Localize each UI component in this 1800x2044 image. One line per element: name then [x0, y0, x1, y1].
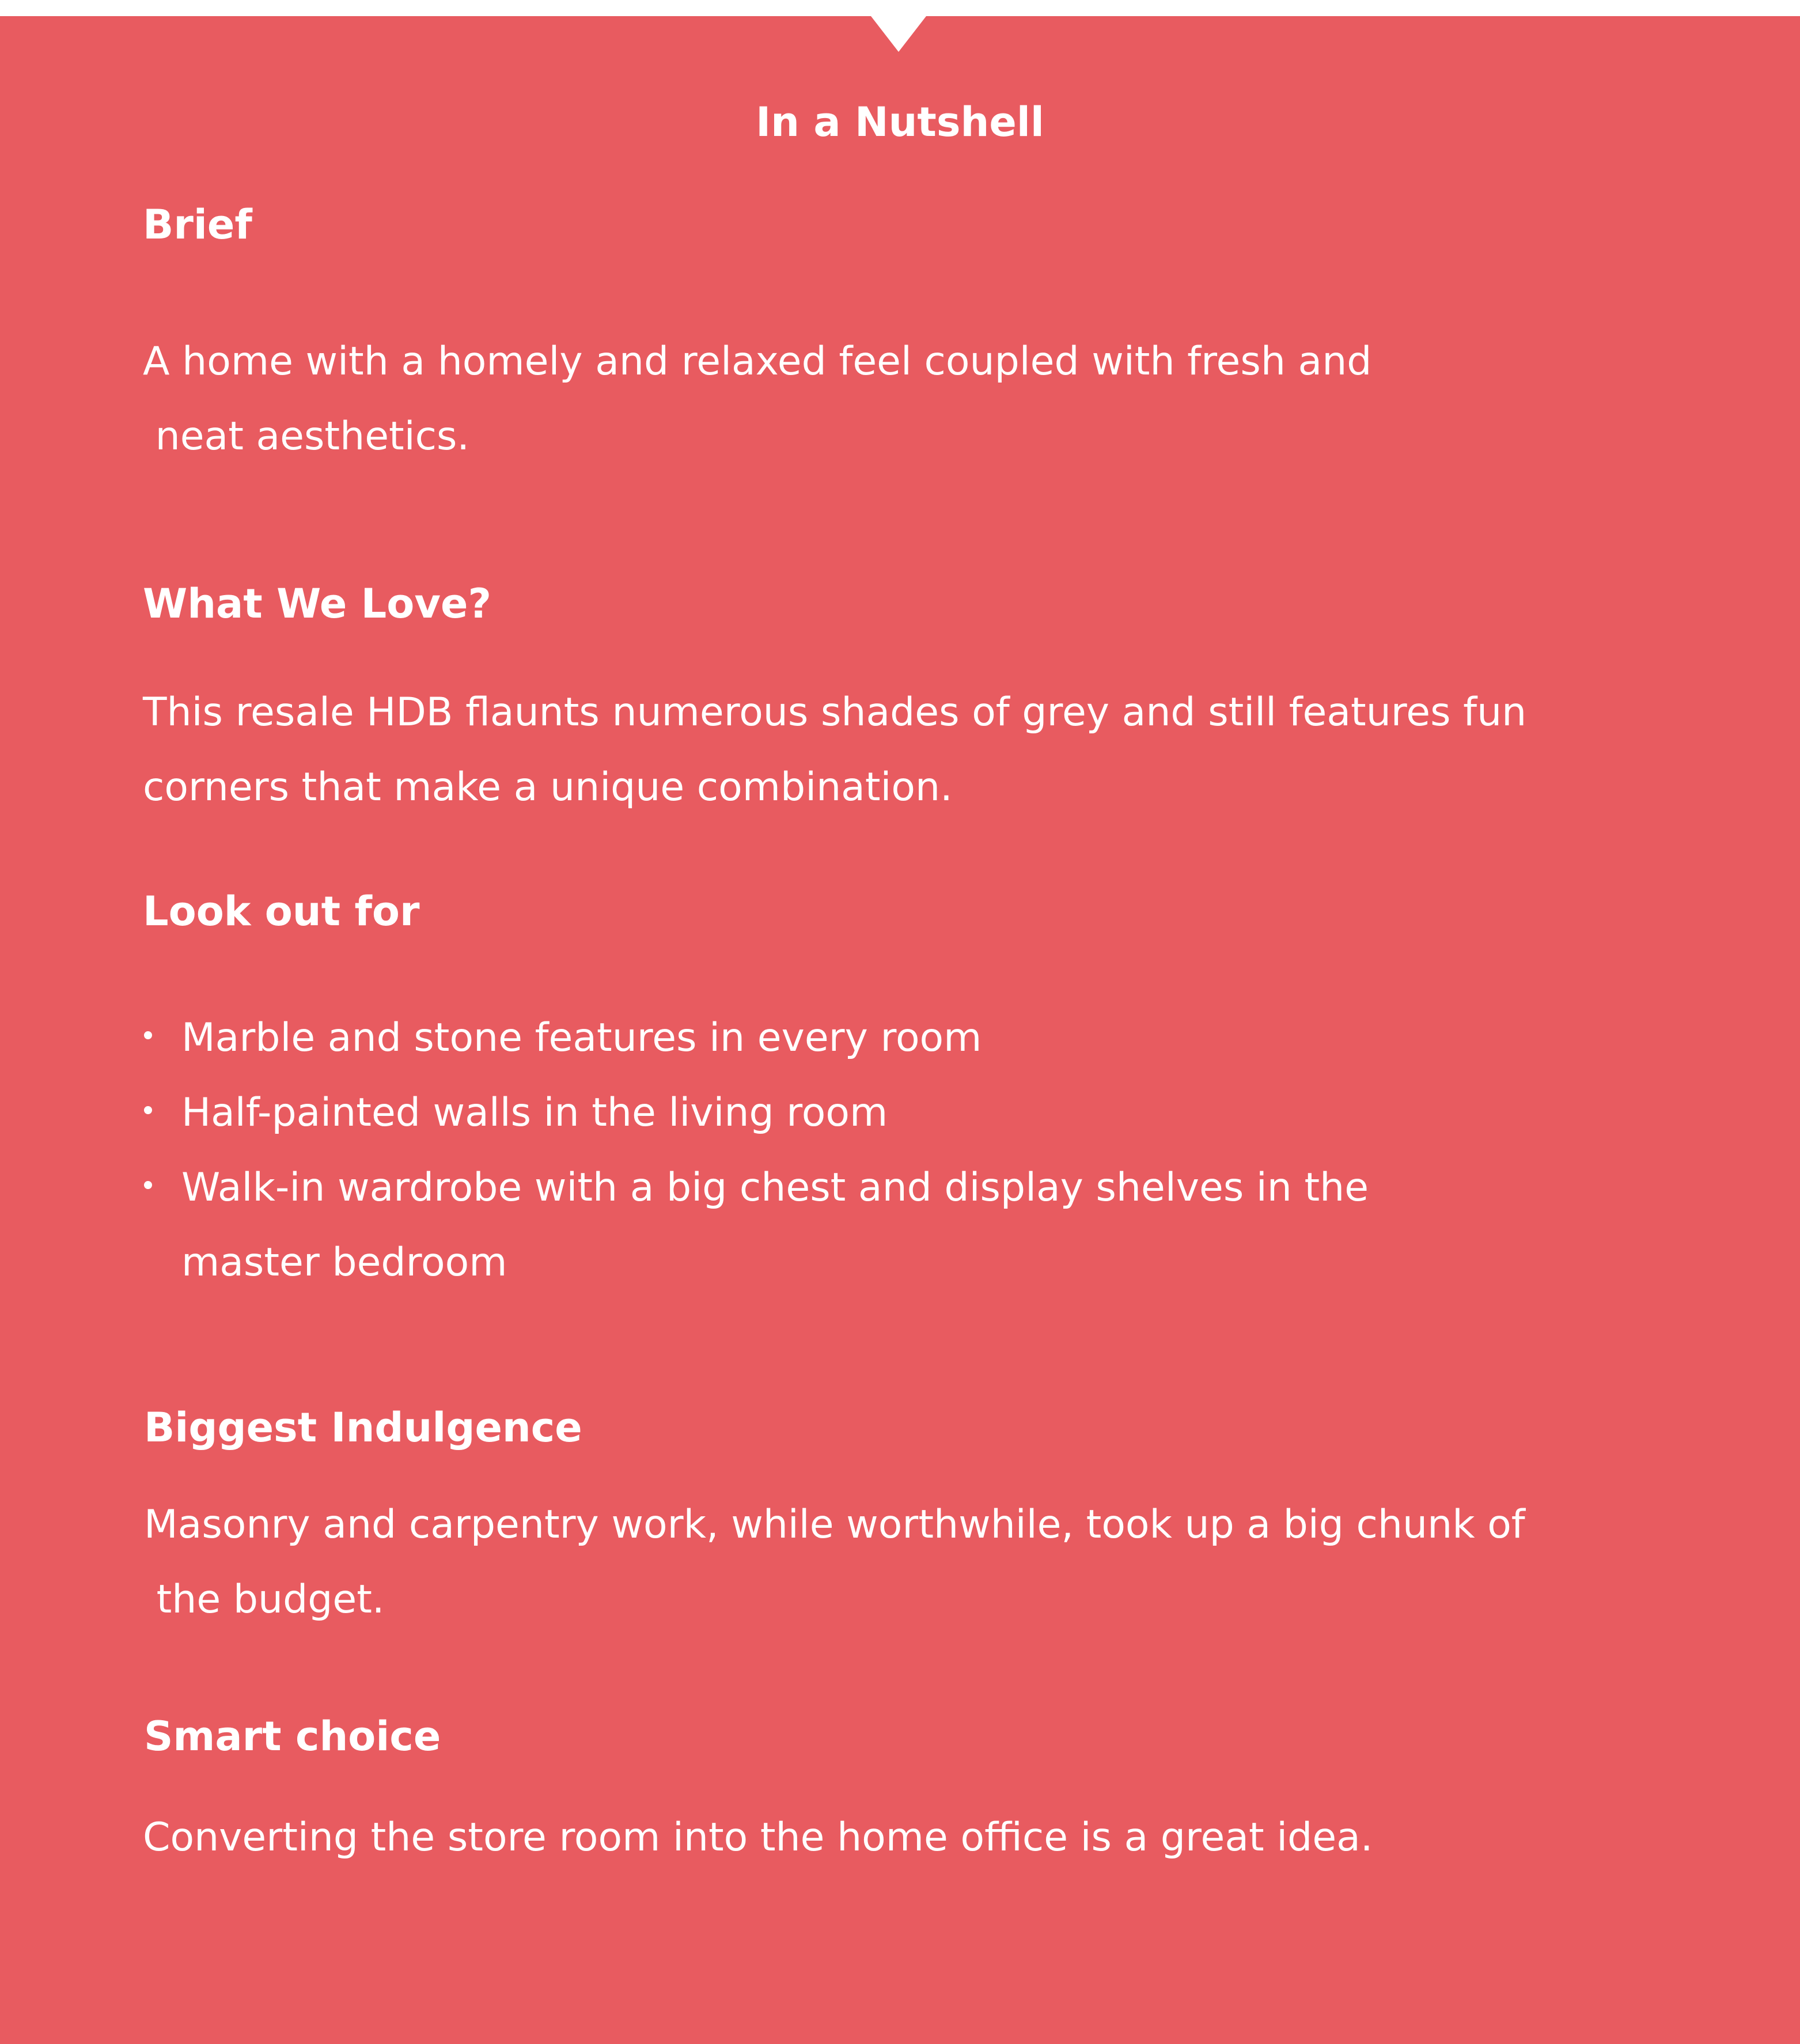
look-out-for-item-3-line-2: master bedroom — [181, 1240, 507, 1285]
look-out-for-item-2: Half-painted walls in the living room — [181, 1090, 888, 1135]
look-out-for-heading: Look out for — [143, 888, 420, 935]
panel-title: In a Nutshell — [756, 99, 1044, 146]
biggest-indulgence-text-line-1: Masonry and carpentry work, while worthwhile, took up a big chunk of — [144, 1502, 1525, 1547]
bullet-dot-icon — [144, 1106, 152, 1114]
brief-text-line-1: A home with a homely and relaxed feel coupled with fresh and — [143, 339, 1372, 384]
bullet-dot-icon — [144, 1031, 152, 1039]
bullet-dot-icon — [144, 1181, 152, 1189]
smart-choice-text: Converting the store room into the home office is a great idea. — [143, 1815, 1373, 1860]
panel-notch — [871, 16, 926, 52]
look-out-for-item-3-line-1: Walk-in wardrobe with a big chest and display shelves in the — [181, 1165, 1369, 1210]
biggest-indulgence-text-line-2: the budget. — [144, 1577, 385, 1622]
look-out-for-item-1: Marble and stone features in every room — [181, 1015, 982, 1061]
what-we-love-heading: What We Love? — [143, 580, 492, 627]
brief-text-line-2: neat aesthetics. — [143, 414, 470, 459]
brief-heading: Brief — [143, 201, 252, 248]
what-we-love-text-line-1: This resale HDB flaunts numerous shades of grey and still features fun — [143, 690, 1527, 735]
what-we-love-text-line-2: corners that make a unique combination. — [143, 764, 953, 810]
smart-choice-heading: Smart choice — [144, 1713, 441, 1760]
biggest-indulgence-heading: Biggest Indulgence — [144, 1404, 582, 1451]
